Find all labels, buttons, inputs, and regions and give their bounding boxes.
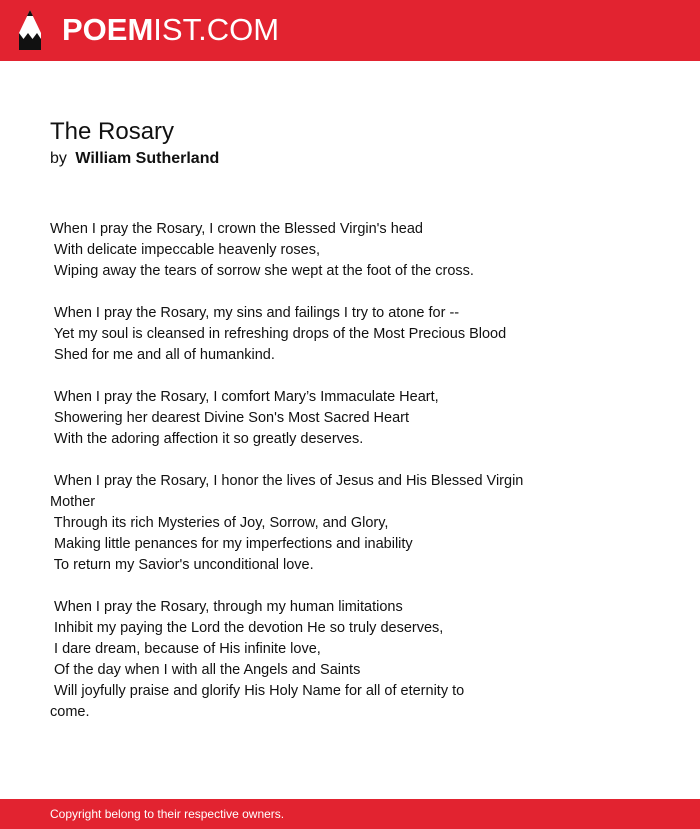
stanza-break [50,576,570,597]
poem-body [50,219,570,723]
poem-line: Showering her dearest Divine Son's Most Sacred Heart [50,410,409,426]
stanza-break [50,450,570,471]
pencil-tip-icon[interactable] [17,9,43,51]
logo-bold-part: POEM [62,12,154,47]
poem-line: To return my Savior's unconditional love. [50,557,314,573]
poem-line: When I pray the Rosary, through my human limitations [50,599,403,615]
poem-line: Through its rich Mysteries of Joy, Sorrow, and Glory, [50,515,389,531]
poem-line: Shed for me and all of humankind. [50,347,275,363]
poem-title: The Rosary [50,118,175,145]
stanza-break [50,282,570,303]
poem-line: When I pray the Rosary, I honor the lives of Jesus and His Blessed Virgin [50,473,524,489]
poem-line: When I pray the Rosary, I crown the Blessed Virgin's head [50,221,423,237]
copyright-text: Copyright belong to their respective owners. [50,807,285,821]
poem-line: Mother [50,494,96,510]
poem-line: Inhibit my paying the Lord the devotion He so truly deserves, [50,620,444,636]
stanza-break [50,366,570,387]
poem-line: Of the day when I with all the Angels and Saints [50,662,361,678]
poem-line: Will joyfully praise and glorify His Holy Name for all of eternity to [50,683,465,699]
poem-line: Wiping away the tears of sorrow she wept at the foot of the cross. [50,263,474,279]
poem-line: With delicate impeccable heavenly roses, [50,242,320,258]
poem-line: Making little penances for my imperfections and inability [50,536,413,552]
poem-line: come. [50,704,90,720]
logo-light-part: IST.COM [153,12,280,47]
author-name: William Sutherland [75,150,220,167]
poem-line: Yet my soul is cleansed in refreshing drops of the Most Precious Blood [50,326,507,342]
site-header [0,0,700,61]
poem-line: I dare dream, because of His infinite love, [50,641,321,657]
site-footer [0,799,700,829]
poem-line: When I pray the Rosary, I comfort Mary’s Immaculate Heart, [50,389,439,405]
byline [50,149,219,169]
poem-line: With the adoring affection it so greatly deserves. [50,431,364,447]
site-logo[interactable] [62,13,279,47]
poem-line: When I pray the Rosary, my sins and failings I try to atone for -- [50,305,460,321]
by-label: by [50,150,67,167]
